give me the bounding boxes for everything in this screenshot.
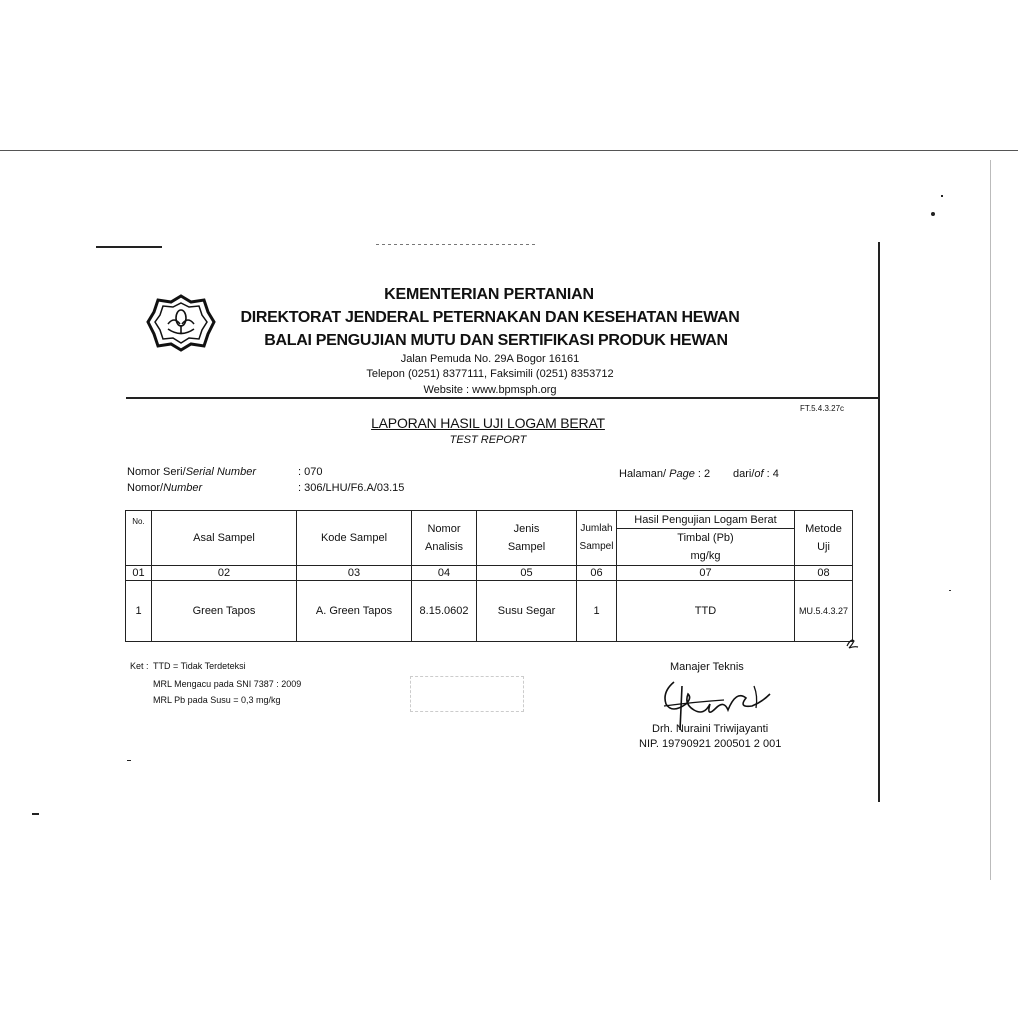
cell-no: 1 [126, 581, 152, 642]
cell-sample-origin: Green Tapos [152, 581, 297, 642]
notes-line: TTD = Tidak Terdeteksi [153, 661, 246, 671]
serial-number-label: Nomor Seri/Serial Number [127, 466, 256, 478]
serial-number-value: : 070 [298, 466, 323, 478]
header-unit: mg/kg [617, 547, 795, 565]
index-cell: 04 [412, 565, 477, 580]
cell-sample-count: 1 [577, 581, 617, 642]
header-sample-origin: Asal Sampel [152, 511, 297, 566]
cell-sample-code: A. Green Tapos [297, 581, 412, 642]
index-cell: 05 [477, 565, 577, 580]
handwritten-initial-icon [845, 636, 861, 650]
cell-method: MU.5.4.3.27 [795, 581, 853, 642]
scan-mark-left [32, 813, 39, 815]
report-number-value: : 306/LHU/F6.A/03.15 [298, 482, 405, 494]
scan-speckle [931, 212, 935, 216]
scan-mark-top-left [96, 246, 162, 248]
header-no: No. [126, 511, 152, 566]
phone-line: Telepon (0251) 8377111, Faksimili (0251) 8353712 [366, 368, 614, 380]
header-method: Metode Uji [795, 511, 853, 566]
header-analysis-number: Nomor Analisis [412, 511, 477, 566]
scan-mark-left-small [127, 760, 131, 761]
faint-stamp [410, 676, 524, 712]
signatory-nip: NIP. 19790921 200501 2 001 [639, 738, 782, 750]
cell-lead-result: TTD [617, 581, 795, 642]
notes-label: Ket : [130, 661, 149, 671]
notes-line: MRL Mengacu pada SNI 7387 : 2009 [153, 679, 302, 689]
scan-top-border [0, 150, 1018, 151]
scan-speckle [941, 195, 943, 197]
header-divider [126, 397, 878, 399]
cell-analysis-number: 8.15.0602 [412, 581, 477, 642]
page-indicator: Halaman/ Page : 2 [619, 468, 711, 480]
cell-sample-type: Susu Segar [477, 581, 577, 642]
table-row [126, 581, 853, 642]
index-cell: 02 [152, 565, 297, 580]
report-title: LAPORAN HASIL UJI LOGAM BERAT [371, 415, 605, 431]
form-code: FT.5.4.3.27c [800, 404, 845, 413]
scan-dotted-top [376, 244, 536, 245]
index-cell: 03 [297, 565, 412, 580]
header-result-group: Hasil Pengujian Logam Berat [617, 511, 795, 529]
report-number-label: Nomor/Number [127, 482, 203, 494]
signatory-name: Drh. Nuraini Triwijayanti [652, 723, 769, 735]
index-cell: 07 [617, 565, 795, 580]
notes-line: MRL Pb pada Susu = 0,3 mg/kg [153, 695, 281, 705]
header-sample-type: Jenis Sampel [477, 511, 577, 566]
header-sample-count: Jumlah Sampel [577, 511, 617, 566]
results-table [125, 510, 853, 642]
page-total: dari/of : 4 [733, 468, 779, 480]
index-row [126, 565, 853, 580]
index-cell: 08 [795, 565, 853, 580]
directorate-title: DIREKTORAT JENDERAL PETERNAKAN DAN KESEHATAN HEWAN [240, 309, 740, 326]
institution-title: BALAI PENGUJIAN MUTU DAN SERTIFIKASI PRODUK HEWAN [264, 332, 728, 349]
ministry-title: KEMENTERIAN PERTANIAN [384, 286, 594, 303]
address-line: Jalan Pemuda No. 29A Bogor 16161 [400, 353, 580, 365]
header-sample-code: Kode Sampel [297, 511, 412, 566]
header-lead: Timbal (Pb) [617, 529, 795, 547]
index-cell: 06 [577, 565, 617, 580]
report-subtitle: TEST REPORT [449, 434, 527, 446]
index-cell: 01 [126, 565, 152, 580]
signatory-role: Manajer Teknis [670, 661, 744, 673]
scan-right-border [990, 160, 991, 880]
website-line: Website : www.bpmsph.org [423, 384, 557, 396]
scan-speckle [949, 590, 951, 591]
